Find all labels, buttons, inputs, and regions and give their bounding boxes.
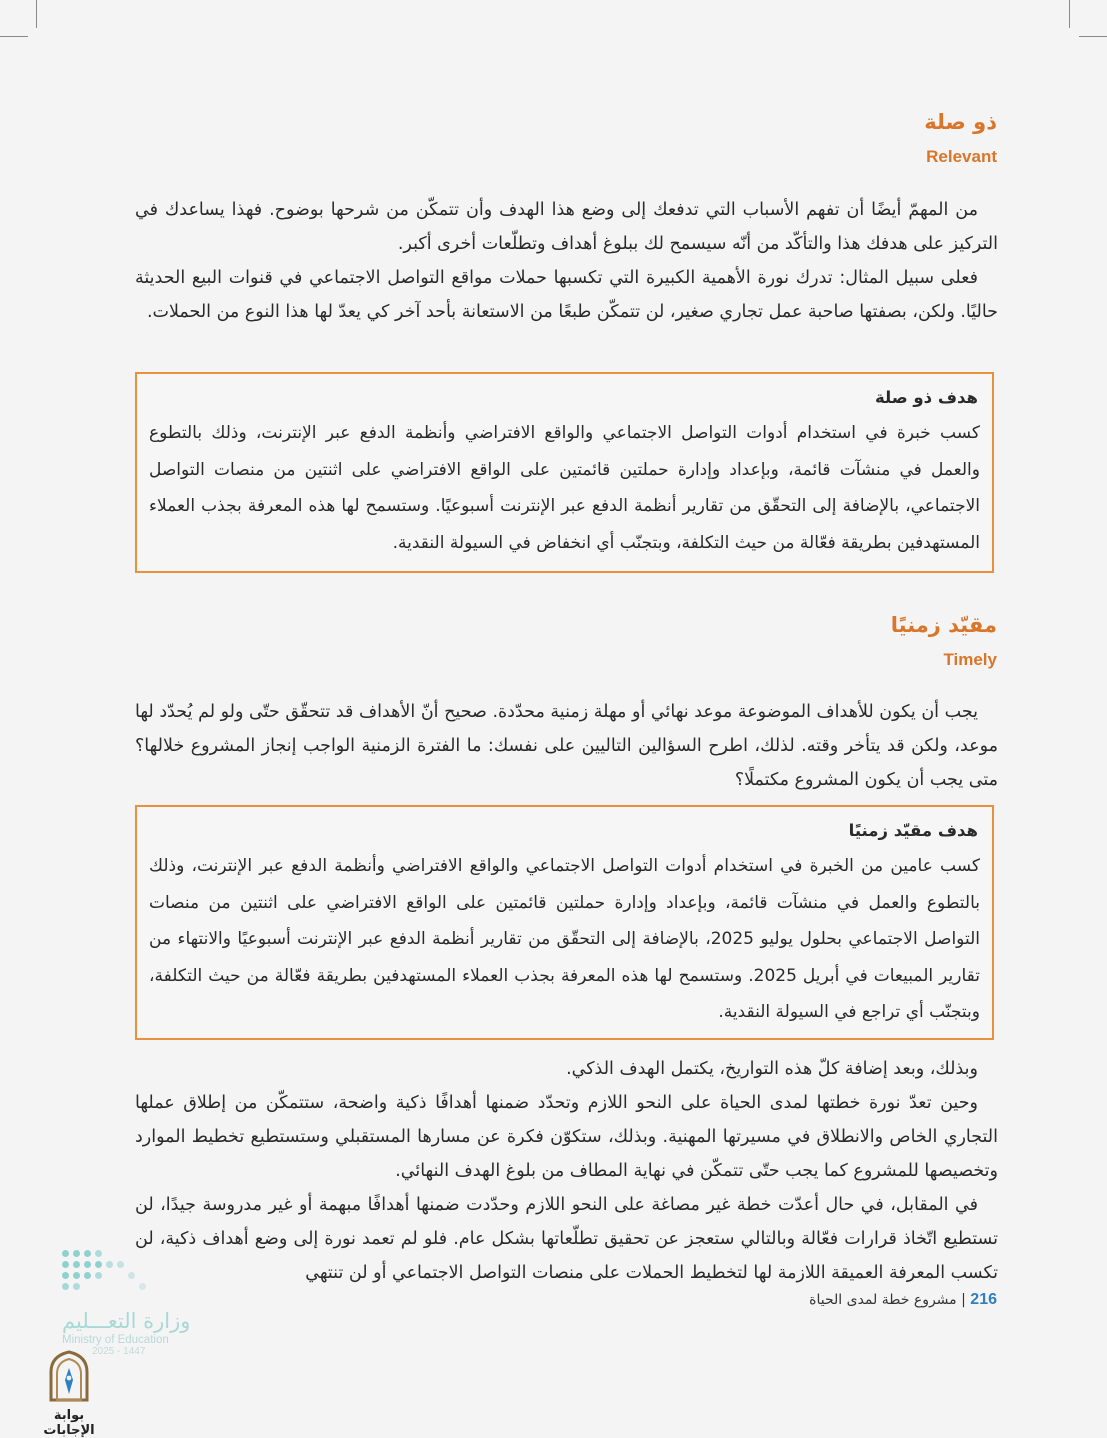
paragraph: وحين تعدّ نورة خطتها لمدى الحياة على النحو اللازم وتحدّد ضمنها أهدافًا ذكية واضحة، ستتمكّن من إطلاق عملها التجاري الخاص والانطلاق في مسيرتها المهنية. وبذلك، ستكوّن فكرة عن مسارها المستقبلي وستستطيع تخطيط الموارد وتخصيصها للمشروع كما يجب حتّى تتمكّن في نهاية المطاف من بلوغ الهدف النهائي. [135,1093,998,1181]
timely-body [135,695,998,797]
page-footer [809,1291,997,1309]
ministry-dots-icon [62,1250,222,1295]
goal-box-text: كسب عامين من الخبرة في استخدام أدوات التواصل الاجتماعي والواقع الافتراضي وأنظمة الدفع عبر الإنترنت، وذلك بالتطوع والعمل في منشآت قائمة، وبإعداد وإدارة حملتين قائمتين على الواقع الافتراضي على اثنتين من منصات التواصل الاجتماعي بحلول يوليو 2025، بالإضافة إلى التحقّق من تقارير أنظمة الدفع عبر الإنترنت أسبوعيًا والانتهاء من تقارير المبيعات في أبريل 2025. وستسمح لها هذه المعرفة بجذب العملاء المستهدفين بطريقة فعّالة من حيث التكلفة، وبتجنّب أي تراجع في السيولة النقدية. [149,856,980,1022]
paragraph: فعلى سبيل المثال: تدرك نورة الأهمية الكبيرة التي تكسبها حملات مواقع التواصل الاجتماعي في قنوات البيع الحديثة حاليًا. ولكن، بصفتها صاحبة عمل تجاري صغير، لن تتمكّن طبعًا من الاستعانة بأحد آخر كي يعدّ لها هذا النوع من الحملات. [135,268,998,322]
goal-box-title: هدف ذو صلة [874,388,978,407]
crop-mark [1069,0,1070,28]
paragraph: في المقابل، في حال أعدّت خطة غير مصاغة على النحو اللازم وحدّدت ضمنها أهدافًا مبهمة أو غير مدروسة جيدًا، لن تستطيع اتّخاذ قرارات فعّالة وبالتالي ستعجز عن تحقيق تطلّعاتها بشكل عام. فلو لم تعمد نورة إلى وضع أهداف ذكية، لن تكسب المعرفة العميقة اللازمة لها لتخطيط الحملات على منصات التواصل الاجتماعي أو لن تنتهي [135,1195,998,1283]
ministry-name-ar: وزارة التعـــليم [62,1309,191,1333]
relevant-goal-box [135,372,994,573]
paragraph: يجب أن يكون للأهداف الموضوعة موعد نهائي أو مهلة زمنية محدّدة. صحيح أنّ الأهداف قد تتحقّق حتّى ولو لم يُحدّد لها موعد، ولكن قد يتأخر وقته. لذلك، اطرح السؤالين التاليين على نفسك: ما الفترة الزمنية الواجب إنجاز المشروع خلالها؟ متى يجب أن يكون المشروع مكتملًا؟ [135,702,998,790]
paragraph: وبذلك، وبعد إضافة كلّ هذه التواريخ، يكتمل الهدف الذكي. [566,1059,978,1079]
section-heading-timely-ar: مقيّد زمنيًا [890,613,997,637]
footer-separator: | [961,1292,966,1308]
goal-box-text: كسب خبرة في استخدام أدوات التواصل الاجتماعي والواقع الافتراضي وأنظمة الدفع عبر الإنترنت، وذلك بالتطوع والعمل في منشآت قائمة، وبإعداد وإدارة حملتين قائمتين على الواقع الافتراضي على اثنتين من منصات التواصل الاجتماعي، بالإضافة إلى التحقّق من تقارير أنظمة الدفع عبر الإنترنت أسبوعيًا. وستسمح لها هذه المعرفة بجذب العملاء المستهدفين بطريقة فعّالة من حيث التكلفة، وبتجنّب أي انخفاض في السيولة النقدية. [149,423,980,553]
closing-body [135,1052,998,1290]
goal-box-title: هدف مقيّد زمنيًا [848,821,978,840]
mosque-door-icon [47,1350,91,1402]
site-logo [31,1350,107,1438]
timely-goal-box [135,805,994,1040]
section-heading-relevant-en: Relevant [926,147,997,166]
ministry-year: 2025 - 1447 [92,1346,146,1357]
relevant-body [135,193,998,329]
ministry-watermark [62,1250,222,1357]
section-heading-relevant-ar: ذو صلة [924,110,997,134]
section-heading-timely-en: Timely [943,650,997,669]
crop-mark [1079,36,1107,37]
crop-mark [0,36,28,37]
book-title: مشروع خطة لمدى الحياة [809,1292,957,1308]
ministry-name-en: Ministry of Education [62,1334,169,1346]
crop-mark [36,0,37,28]
page-number: 216 [970,1291,997,1308]
site-logo-text: بوابة الإجابات [43,1408,95,1438]
paragraph: من المهمّ أيضًا أن تفهم الأسباب التي تدفعك إلى وضع هذا الهدف وأن تتمكّن من شرحها بوضوح. فهذا يساعدك في التركيز على هدفك هذا والتأكّد من أنّه سيسمح لك ببلوغ أهداف وتطلّعات أخرى أكبر. [135,200,998,254]
